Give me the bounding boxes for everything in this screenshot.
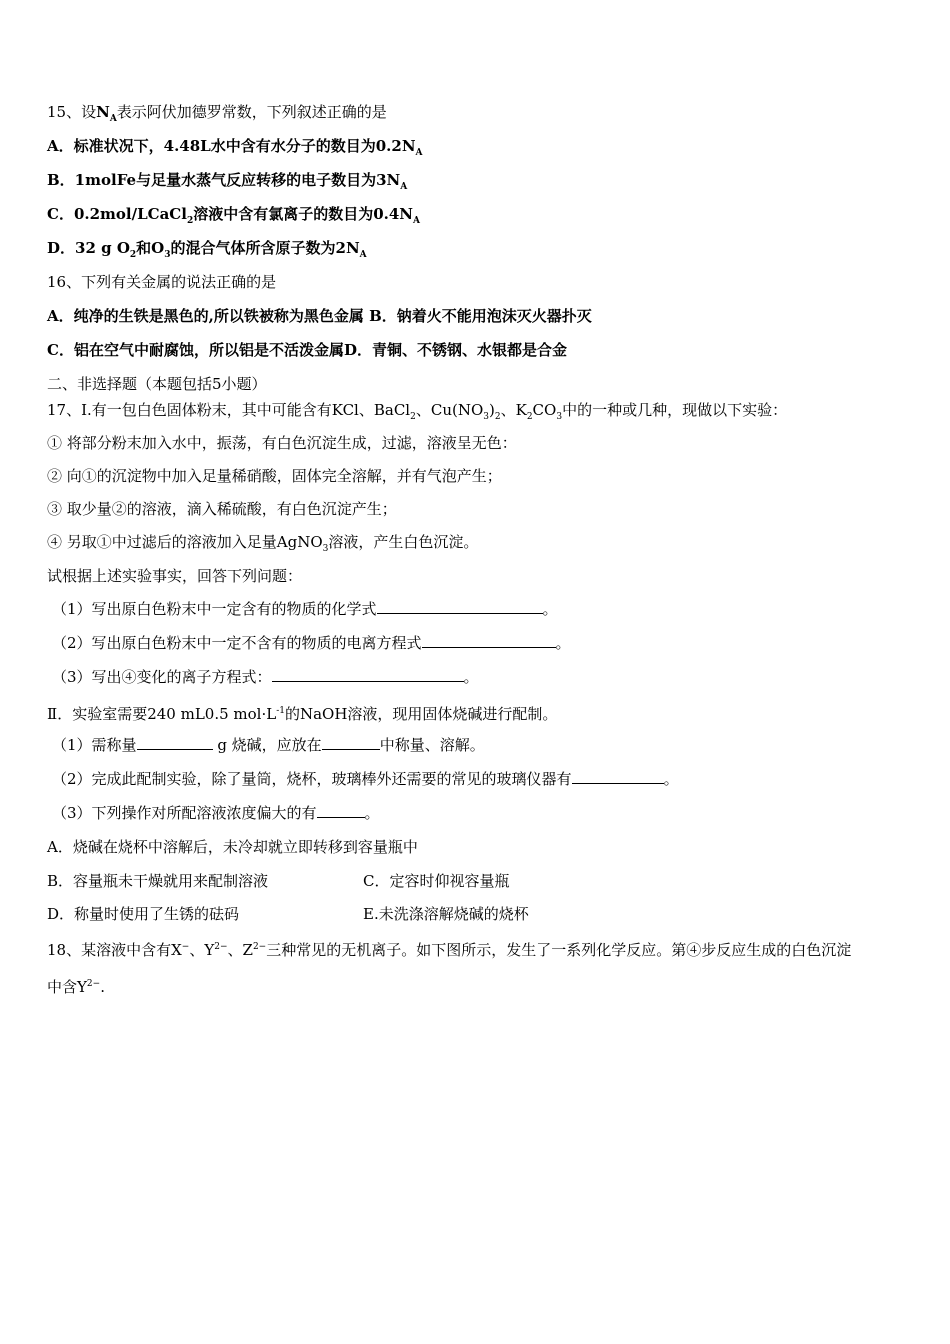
answer-blank[interactable] bbox=[422, 633, 556, 648]
q16-options-row2: C．铝在空气中耐腐蚀，所以铝是不活泼金属D．青铜、不锈钢、水银都是合金 bbox=[47, 341, 567, 359]
q17-option-d: D．称量时使用了生锈的砝码 bbox=[47, 905, 240, 923]
q17-step-3: ③ 取少量②的溶液，滴入稀硫酸，有白色沉淀产生； bbox=[47, 500, 397, 518]
q17-option-e: E.未洗涤溶解烧碱的烧杯 bbox=[363, 905, 529, 923]
answer-blank[interactable] bbox=[317, 803, 365, 818]
q15-option-a: A．标准状况下，4.48L水中含有水分子的数目为$0.2N_A$ bbox=[47, 137, 423, 158]
q17-ii-3: （3）下列操作对所配溶液浓度偏大的有 。 bbox=[52, 804, 380, 822]
section-heading: 二、非选择题（本题包括5小题） bbox=[47, 375, 267, 393]
q17-step-4: ④ 另取①中过滤后的溶液加入足量AgNO$_3$溶液，产生白色沉淀。 bbox=[47, 533, 479, 554]
q15-option-b: B．1molFe与足量水蒸气反应转移的电子数目为$3N_A$ bbox=[47, 171, 408, 192]
q17-ii-1: （1）需称量 g 烧碱，应放在 中称量、溶解。 bbox=[52, 736, 485, 754]
q15-option-c: C．0.2mol/LCaCl$_2$溶液中含有氯离子的数目为$0.4N_A$ bbox=[47, 205, 420, 226]
q17-option-b: B．容量瓶未干燥就用来配制溶液 bbox=[47, 872, 269, 890]
q15-stem: 15、设$N_A$表示阿伏加德罗常数，下列叙述正确的是 bbox=[47, 103, 387, 124]
q17-part-ii: Ⅱ．实验室需要240 mL0.5 $mol\cdot L^{-1}$的NaOH溶液，现用固体烧碱进行配制。 bbox=[47, 705, 558, 723]
answer-blank[interactable] bbox=[137, 735, 213, 750]
answer-blank[interactable] bbox=[572, 769, 664, 784]
q17-step-1: ① 将部分粉末加入水中，振荡，有白色沉淀生成，过滤，溶液呈无色： bbox=[47, 434, 517, 452]
q17-ask: 试根据上述实验事实，回答下列问题： bbox=[47, 567, 303, 585]
q17-step-2: ② 向①的沉淀物中加入足量稀硝酸，固体完全溶解，并有气泡产生； bbox=[47, 467, 502, 485]
answer-blank[interactable] bbox=[272, 667, 464, 682]
answer-blank[interactable] bbox=[377, 599, 543, 614]
q17-part-2: （2）写出原白色粉末中一定不含有的物质的电离方程式 。 bbox=[52, 634, 571, 652]
q17-option-c: C．定容时仰视容量瓶 bbox=[363, 872, 510, 890]
q17-ii-2: （2）完成此配制实验，除了量筒，烧杯，玻璃棒外还需要的常见的玻璃仪器有 。 bbox=[52, 770, 679, 788]
q17-part-3: （3）写出④变化的离子方程式： 。 bbox=[52, 668, 479, 686]
q18-stem-line2: 中含$Y^{2-}$. bbox=[47, 978, 105, 996]
q17-option-a: A．烧碱在烧杯中溶解后，未冷却就立即转移到容量瓶中 bbox=[47, 838, 418, 856]
q17-part-1: （1）写出原白色粉末中一定含有的物质的化学式 。 bbox=[52, 600, 558, 618]
q15-option-d: D．32 g $O_2$和$O_3$的混合气体所含原子数为$2N_A$ bbox=[47, 239, 367, 260]
q16-options-row1: A．纯净的生铁是黑色的,所以铁被称为黑色金属 B．钠着火不能用泡沫灭火器扑灭 bbox=[47, 307, 592, 325]
q16-stem: 16、下列有关金属的说法正确的是 bbox=[47, 273, 277, 291]
answer-blank[interactable] bbox=[322, 735, 380, 750]
q18-stem-line1: 18、某溶液中含有X−、$Y^{2-}$、$Z^{2-}$三种常见的无机离子。如下图所示，发生了一系列化学反应。第④步反应生成的白色沉淀 bbox=[47, 941, 852, 959]
q17-intro: 17、Ⅰ.有一包白色固体粉末，其中可能含有KCl、BaCl$_2$、$Cu(NO_3)_2$、$K_2CO_3$中的一种或几种，现做以下实验： bbox=[47, 401, 788, 422]
